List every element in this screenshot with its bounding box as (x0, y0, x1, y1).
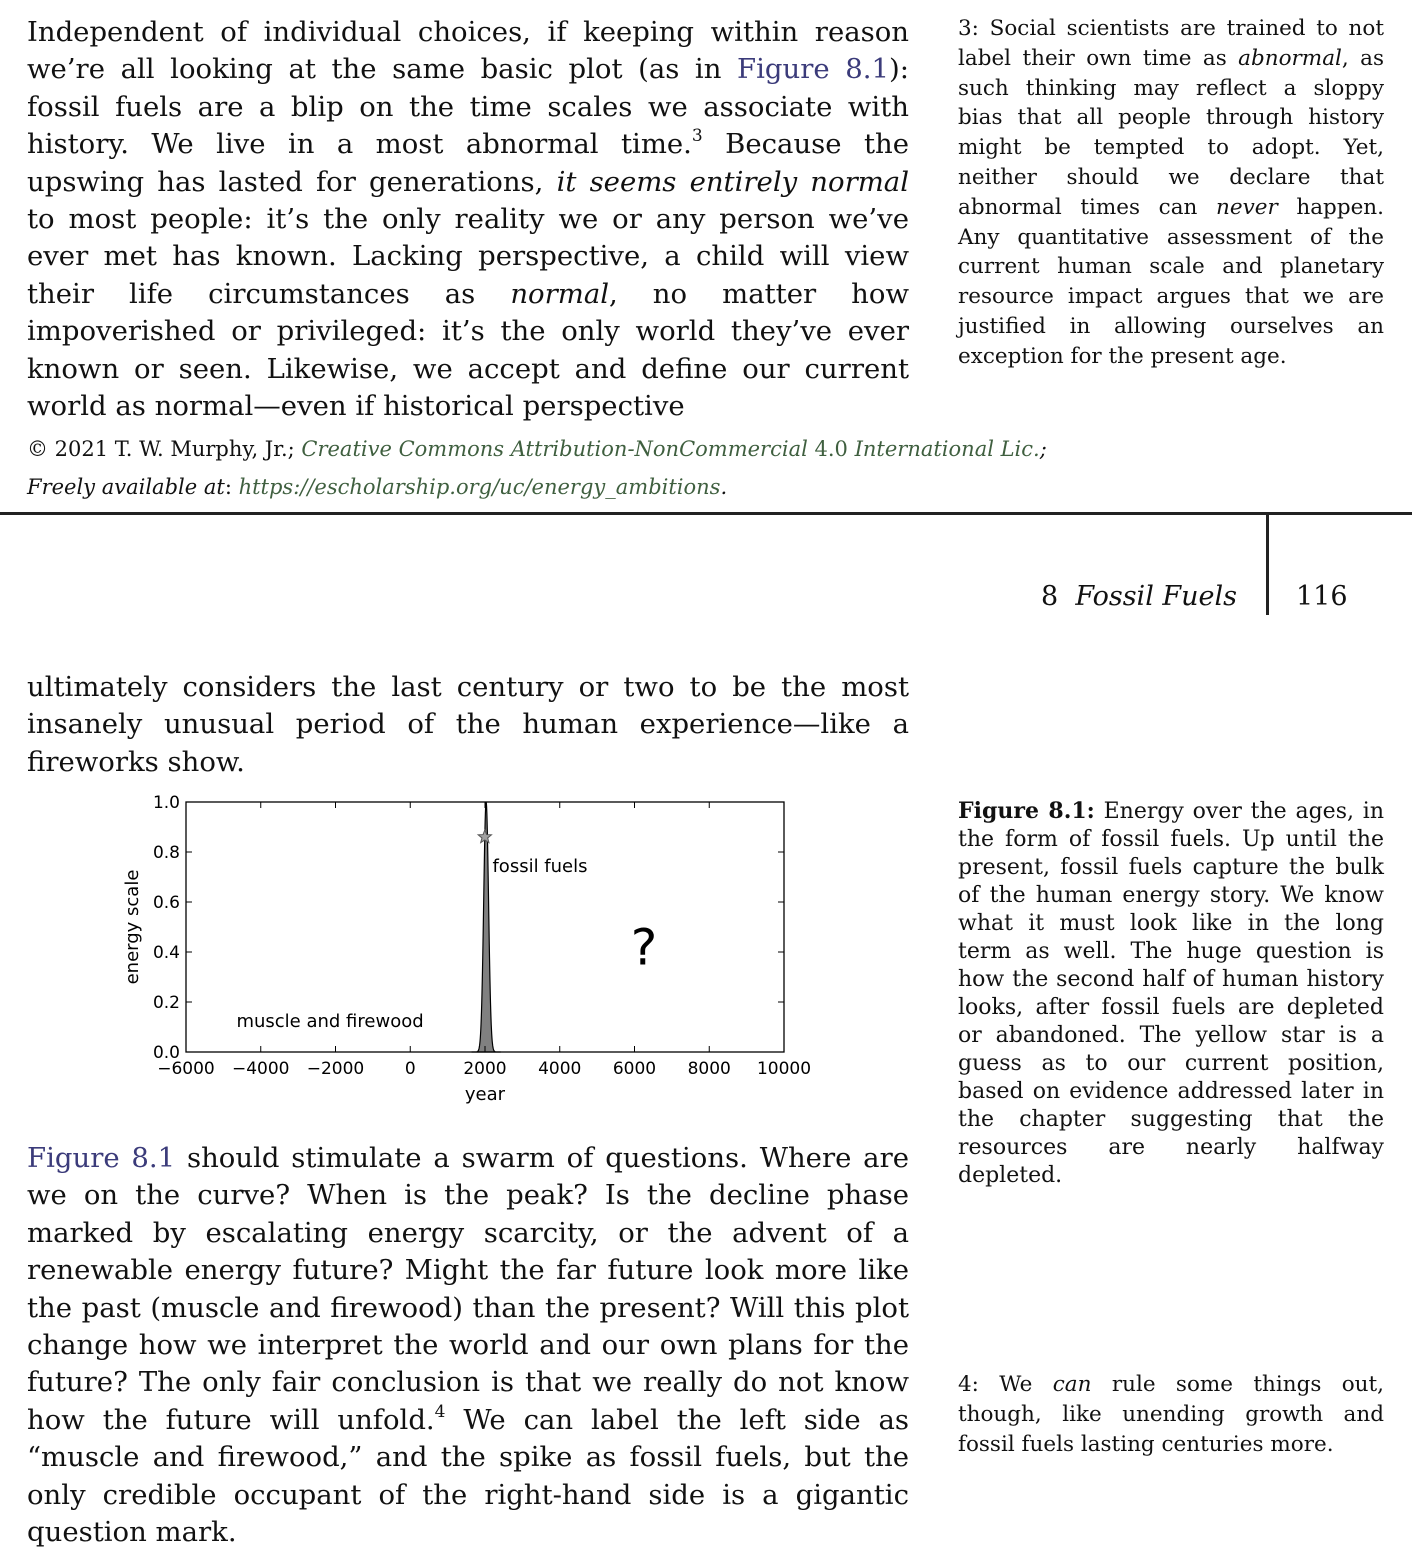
running-head (1041, 578, 1237, 616)
y-tick-label: 0.4 (152, 943, 180, 963)
y-tick-label: 0.8 (152, 843, 180, 863)
figure-caption (958, 797, 1384, 1190)
x-tick-label: 10000 (756, 1059, 812, 1079)
emphasis-text: abnormal (1238, 45, 1342, 71)
y-tick-label: 1.0 (152, 793, 180, 813)
emphasis-text: never (1216, 194, 1278, 220)
page-footer (27, 430, 1047, 506)
page-number: 116 (1296, 581, 1348, 612)
punctuation: . (720, 475, 728, 499)
x-tick-label: 6000 (612, 1059, 657, 1079)
available-label: Freely available at (27, 475, 225, 499)
caption-text: Energy over the ages, in the form of fossil fuels. Up until the present, fossil fuels capture the bulk of the human energy story. We know what it must look like in the long term as well. The huge question is how the second half of human history looks, after fossil fuels are depleted or abandoned. The yellow star is a guess as to our current position, based on evidence addressed later in the chapter suggesting that the resources are nearly halfway depleted. (958, 799, 1384, 1188)
x-tick-label: 8000 (687, 1059, 731, 1079)
footnote-marker-4[interactable]: 4 (434, 1401, 446, 1422)
license-link-tail[interactable]: International Lic. (854, 437, 1040, 461)
sidenote-4 (958, 1370, 1384, 1459)
y-tick-label: 0.0 (152, 1043, 180, 1063)
x-tick-label: 4000 (538, 1059, 582, 1079)
second-paragraph (27, 1140, 909, 1551)
x-tick-label: −4000 (231, 1059, 290, 1079)
chart-annotation: muscle and firewood (236, 1011, 424, 1032)
paragraph-text: should stimulate a swarm of questions. Where are we on the curve? When is the peak? Is the decline phase marked by escalating energy scarcity, or the advent of a renewable energy future? Might the far future look more like the past (muscle and firewood) than the present? Will this plot change how we interpret the world and our own plans for the future? The only fair conclusion is that we really do not know how the future will unfold. (27, 1142, 909, 1436)
paragraph-text: We can label the left side as “muscle and firewood,” and the spike as fossil fuels, but the only credible occupant of the right-hand side is a gigantic question mark. (27, 1403, 909, 1549)
footnote-marker-3[interactable]: 3 (691, 126, 703, 147)
y-tick-label: 0.2 (152, 993, 180, 1013)
paragraph-text: Because the upswing has lasted for generations, (27, 128, 909, 198)
license-version: 4.0 (814, 437, 848, 461)
paragraph-text: , no matter how impoverished or privileged: it’s the only world they’ve ever known or seen. Likewise, we accept and define our current world as normal—even if historical perspective (27, 277, 909, 423)
y-tick-label: 0.6 (152, 893, 180, 913)
paragraph-text: ): fossil fuels are a blip on the time scales we associate with history. We live in a most abnormal time. (27, 53, 909, 161)
continued-paragraph (27, 669, 909, 781)
x-tick-label: −2000 (306, 1059, 365, 1079)
sidenote-text: 3: Social scientists are trained to not label their own time as (958, 16, 1384, 71)
figure-8-1-chart (100, 790, 840, 1110)
copyright-line (27, 430, 1047, 468)
paragraph-text: to most people: it’s the only reality we or any person we’ve ever met has known. Lacking perspective, a child will view their life circumstances as (27, 203, 909, 310)
sidenote-text: rule some things out, though, like unending growth and fossil fuels lasting centuries more. (958, 1372, 1384, 1457)
url-link[interactable]: https://escholarship.org/uc/energy_ambitions (238, 475, 721, 499)
copyright-text: © 2021 T. W. Murphy, Jr.; (27, 437, 295, 461)
x-tick-label: −6000 (157, 1059, 215, 1079)
emphasis-text: normal (510, 277, 610, 310)
figure-reference-link[interactable]: Figure 8.1 (737, 53, 889, 86)
punctuation: ; (1039, 437, 1047, 461)
question-mark-annotation: ? (630, 918, 658, 977)
punctuation: : (224, 475, 232, 499)
sidenote-text: , as such thinking may reflect a sloppy bias that all people through history might be tempted to adopt. Yet, neither should we declare that abnormal times can (958, 45, 1384, 220)
sidenote-text: happen. Any quantitative assessment of the current human scale and planetary resource impact argues that we are justified in allowing ourselves an exception for the present age. (958, 194, 1384, 369)
chapter-title: Fossil Fuels (1075, 581, 1237, 612)
x-tick-label: 2000 (463, 1059, 507, 1079)
emphasis-text: can (1052, 1372, 1092, 1397)
x-axis-label: year (464, 1084, 506, 1105)
y-axis-label: energy scale (122, 869, 143, 985)
availability-line (27, 468, 1047, 506)
caption-label: Figure 8.1: (958, 798, 1095, 824)
header-vertical-rule (1266, 515, 1269, 615)
top-main-paragraph (27, 14, 909, 425)
chart-annotation: fossil fuels (492, 856, 588, 877)
chapter-number: 8 (1040, 581, 1059, 612)
figure-reference-link[interactable]: Figure 8.1 (27, 1142, 176, 1174)
sidenote-3 (958, 14, 1384, 372)
paragraph-text: Independent of individual choices, if keeping within reason we’re all looking at the same basic plot (as in (27, 16, 909, 86)
page-divider (0, 512, 1412, 515)
license-link[interactable]: Creative Commons Attribution-NonCommercial (301, 437, 808, 461)
sidenote-text: 4: We (958, 1372, 1053, 1397)
paragraph-text: ultimately considers the last century or two to be the most insanely unusual period of the human experience—like a fireworks show. (27, 671, 909, 778)
emphasis-text: it seems entirely normal (556, 165, 909, 198)
x-tick-label: 0 (404, 1059, 416, 1079)
